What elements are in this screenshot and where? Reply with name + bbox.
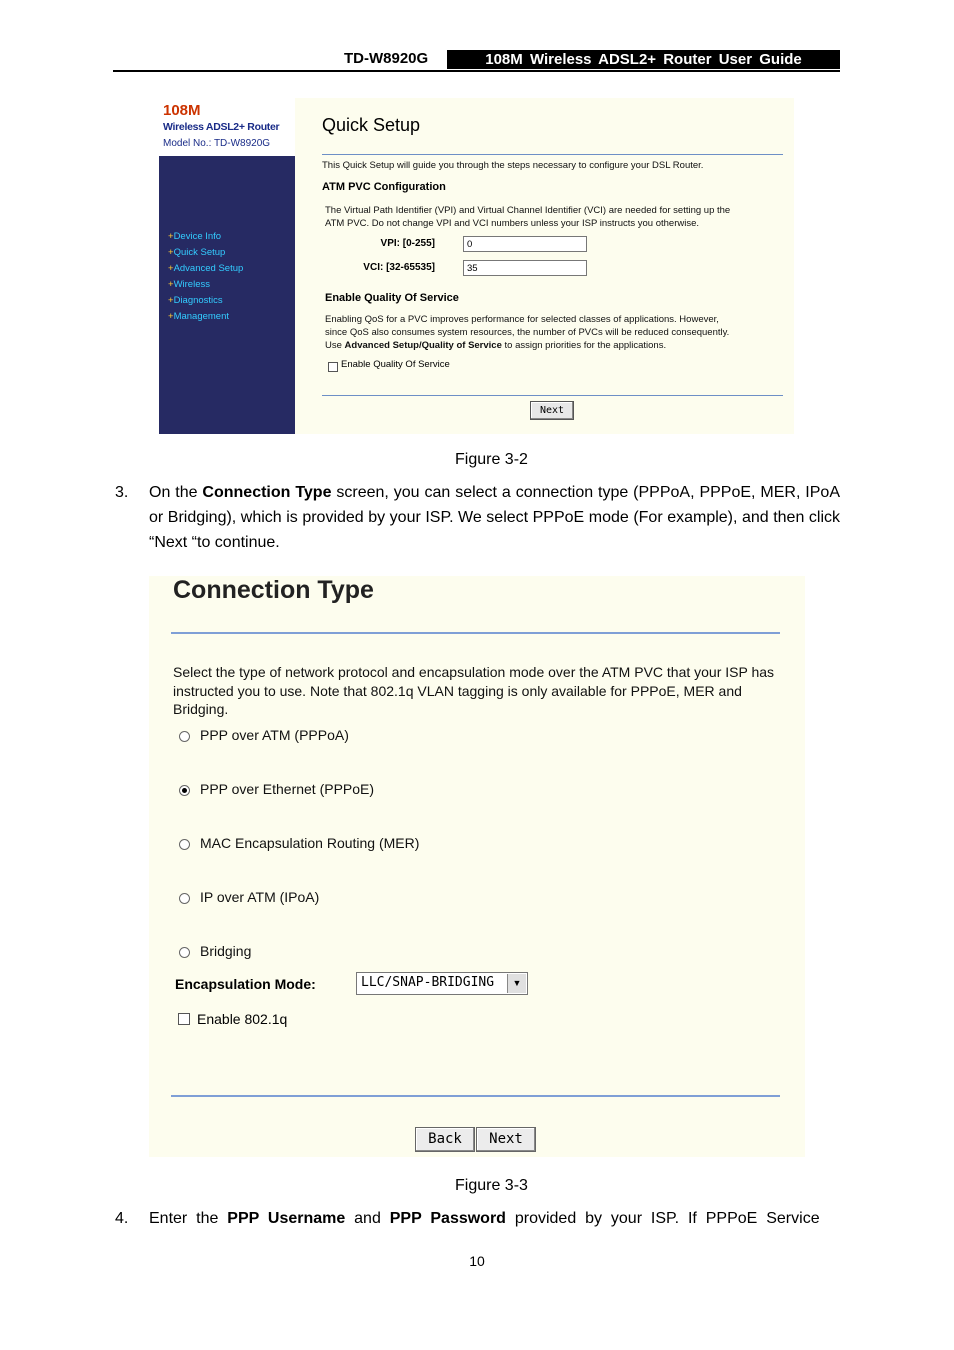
vci-label: VCI: [32-65535] — [363, 262, 435, 273]
vci-input[interactable]: 35 — [463, 260, 587, 276]
menu-management[interactable]: +Management — [168, 311, 230, 322]
vlan-checkbox-label: Enable 802.1q — [197, 1011, 288, 1027]
quick-setup-title: Quick Setup — [322, 115, 421, 135]
quick-setup-panel — [295, 98, 794, 434]
quick-setup-screenshot — [159, 98, 794, 434]
brand-model: Model No.: TD-W8920G — [163, 138, 271, 149]
radio-mer-label: MAC Encapsulation Routing (MER) — [200, 835, 420, 851]
radio-pppoe-label: PPP over Ethernet (PPPoE) — [200, 781, 375, 797]
router-brand — [159, 98, 295, 156]
qos-desc-3: Use Advanced Setup/Quality of Service to assign priorities for the applications. — [325, 340, 667, 351]
radio-mer[interactable] — [179, 839, 190, 850]
step-number: 4. — [115, 1210, 129, 1227]
page-number: 10 — [469, 1253, 485, 1269]
next-button[interactable]: Next — [476, 1127, 536, 1152]
vpi-input[interactable]: 0 — [463, 236, 587, 252]
radio-pppoa[interactable] — [179, 731, 190, 742]
title-rule — [171, 632, 780, 634]
step-number: 3. — [115, 484, 129, 501]
vlan-checkbox[interactable] — [178, 1013, 190, 1025]
header-model: TD-W8920G — [344, 50, 429, 67]
encapsulation-value: LLC/SNAP-BRIDGING — [361, 975, 495, 990]
menu-diagnostics[interactable]: +Diagnostics — [168, 295, 223, 306]
quick-setup-next-button[interactable]: Next — [530, 401, 574, 420]
figure-caption: Figure 3-2 — [455, 451, 528, 468]
back-button[interactable]: Back — [415, 1127, 475, 1152]
menu-quick-setup[interactable]: +Quick Setup — [168, 247, 226, 258]
title-rule — [322, 154, 783, 155]
atm-heading: ATM PVC Configuration — [322, 181, 446, 193]
qos-checkbox[interactable] — [328, 362, 338, 372]
menu-advanced-setup[interactable]: +Advanced Setup — [168, 263, 244, 274]
connection-type-description: Select the type of network protocol and encapsulation mode over the ATM PVC that your ISP has instructed you to use. Note that 802.1q VLAN tagging is only available for PPPoE, MER and Bridging. — [173, 664, 775, 717]
step-text: On the Connection Type screen, you can select a connection type (PPPoA, PPPoE, MER, IPoA or Bridging), which is provided by your ISP. We select PPPoE mode (For example), and then click “Next “to continue. — [149, 484, 840, 551]
radio-ipoa-label: IP over ATM (IPoA) — [200, 889, 320, 905]
encapsulation-select[interactable] — [356, 972, 528, 995]
qos-checkbox-label: Enable Quality Of Service — [341, 359, 450, 370]
radio-pppoa-label: PPP over ATM (PPPoA) — [200, 727, 349, 743]
vpi-label: VPI: [0-255] — [380, 238, 435, 249]
radio-pppoe[interactable] — [179, 785, 190, 796]
qos-desc-1: Enabling QoS for a PVC improves performance for selected classes of applications. However, — [325, 314, 719, 325]
step-text: Enter the PPP Username and PPP Password provided by your ISP. If PPPoE Service — [149, 1210, 820, 1227]
brand-speed: 108M — [163, 102, 201, 119]
atm-desc-1: The Virtual Path Identifier (VPI) and Virtual Channel Identifier (VCI) are needed for setting up the — [325, 205, 731, 216]
brand-product: Wireless ADSL2+ Router — [163, 121, 280, 133]
connection-type-title: Connection Type — [173, 576, 374, 604]
header-rule — [113, 70, 840, 72]
qos-desc-2: since QoS also consumes system resources, the number of PVCs will be reduced consequently. — [325, 327, 730, 338]
menu-wireless[interactable]: +Wireless — [168, 279, 210, 290]
quick-setup-intro: This Quick Setup will guide you through the steps necessary to configure your DSL Router. — [322, 160, 704, 171]
step-3-paragraph — [115, 480, 840, 555]
radio-bridging-label: Bridging — [200, 943, 252, 959]
encapsulation-label: Encapsulation Mode: — [175, 976, 316, 992]
header-title: 108M Wireless ADSL2+ Router User Guide — [447, 50, 840, 69]
sidebar-menu — [159, 156, 295, 434]
step-4-paragraph — [115, 1206, 840, 1231]
qos-heading: Enable Quality Of Service — [325, 292, 459, 304]
figure-caption: Figure 3-3 — [455, 1177, 528, 1194]
dropdown-arrow-icon[interactable]: ▼ — [507, 974, 526, 993]
bottom-rule — [322, 395, 783, 396]
atm-desc-2: ATM PVC. Do not change VPI and VCI numbers unless your ISP instructs you otherwise. — [325, 218, 700, 229]
menu-device-info[interactable]: +Device Info — [168, 231, 222, 242]
connection-type-screenshot — [149, 576, 805, 1157]
radio-ipoa[interactable] — [179, 893, 190, 904]
bottom-rule — [171, 1095, 780, 1097]
radio-bridging[interactable] — [179, 947, 190, 958]
